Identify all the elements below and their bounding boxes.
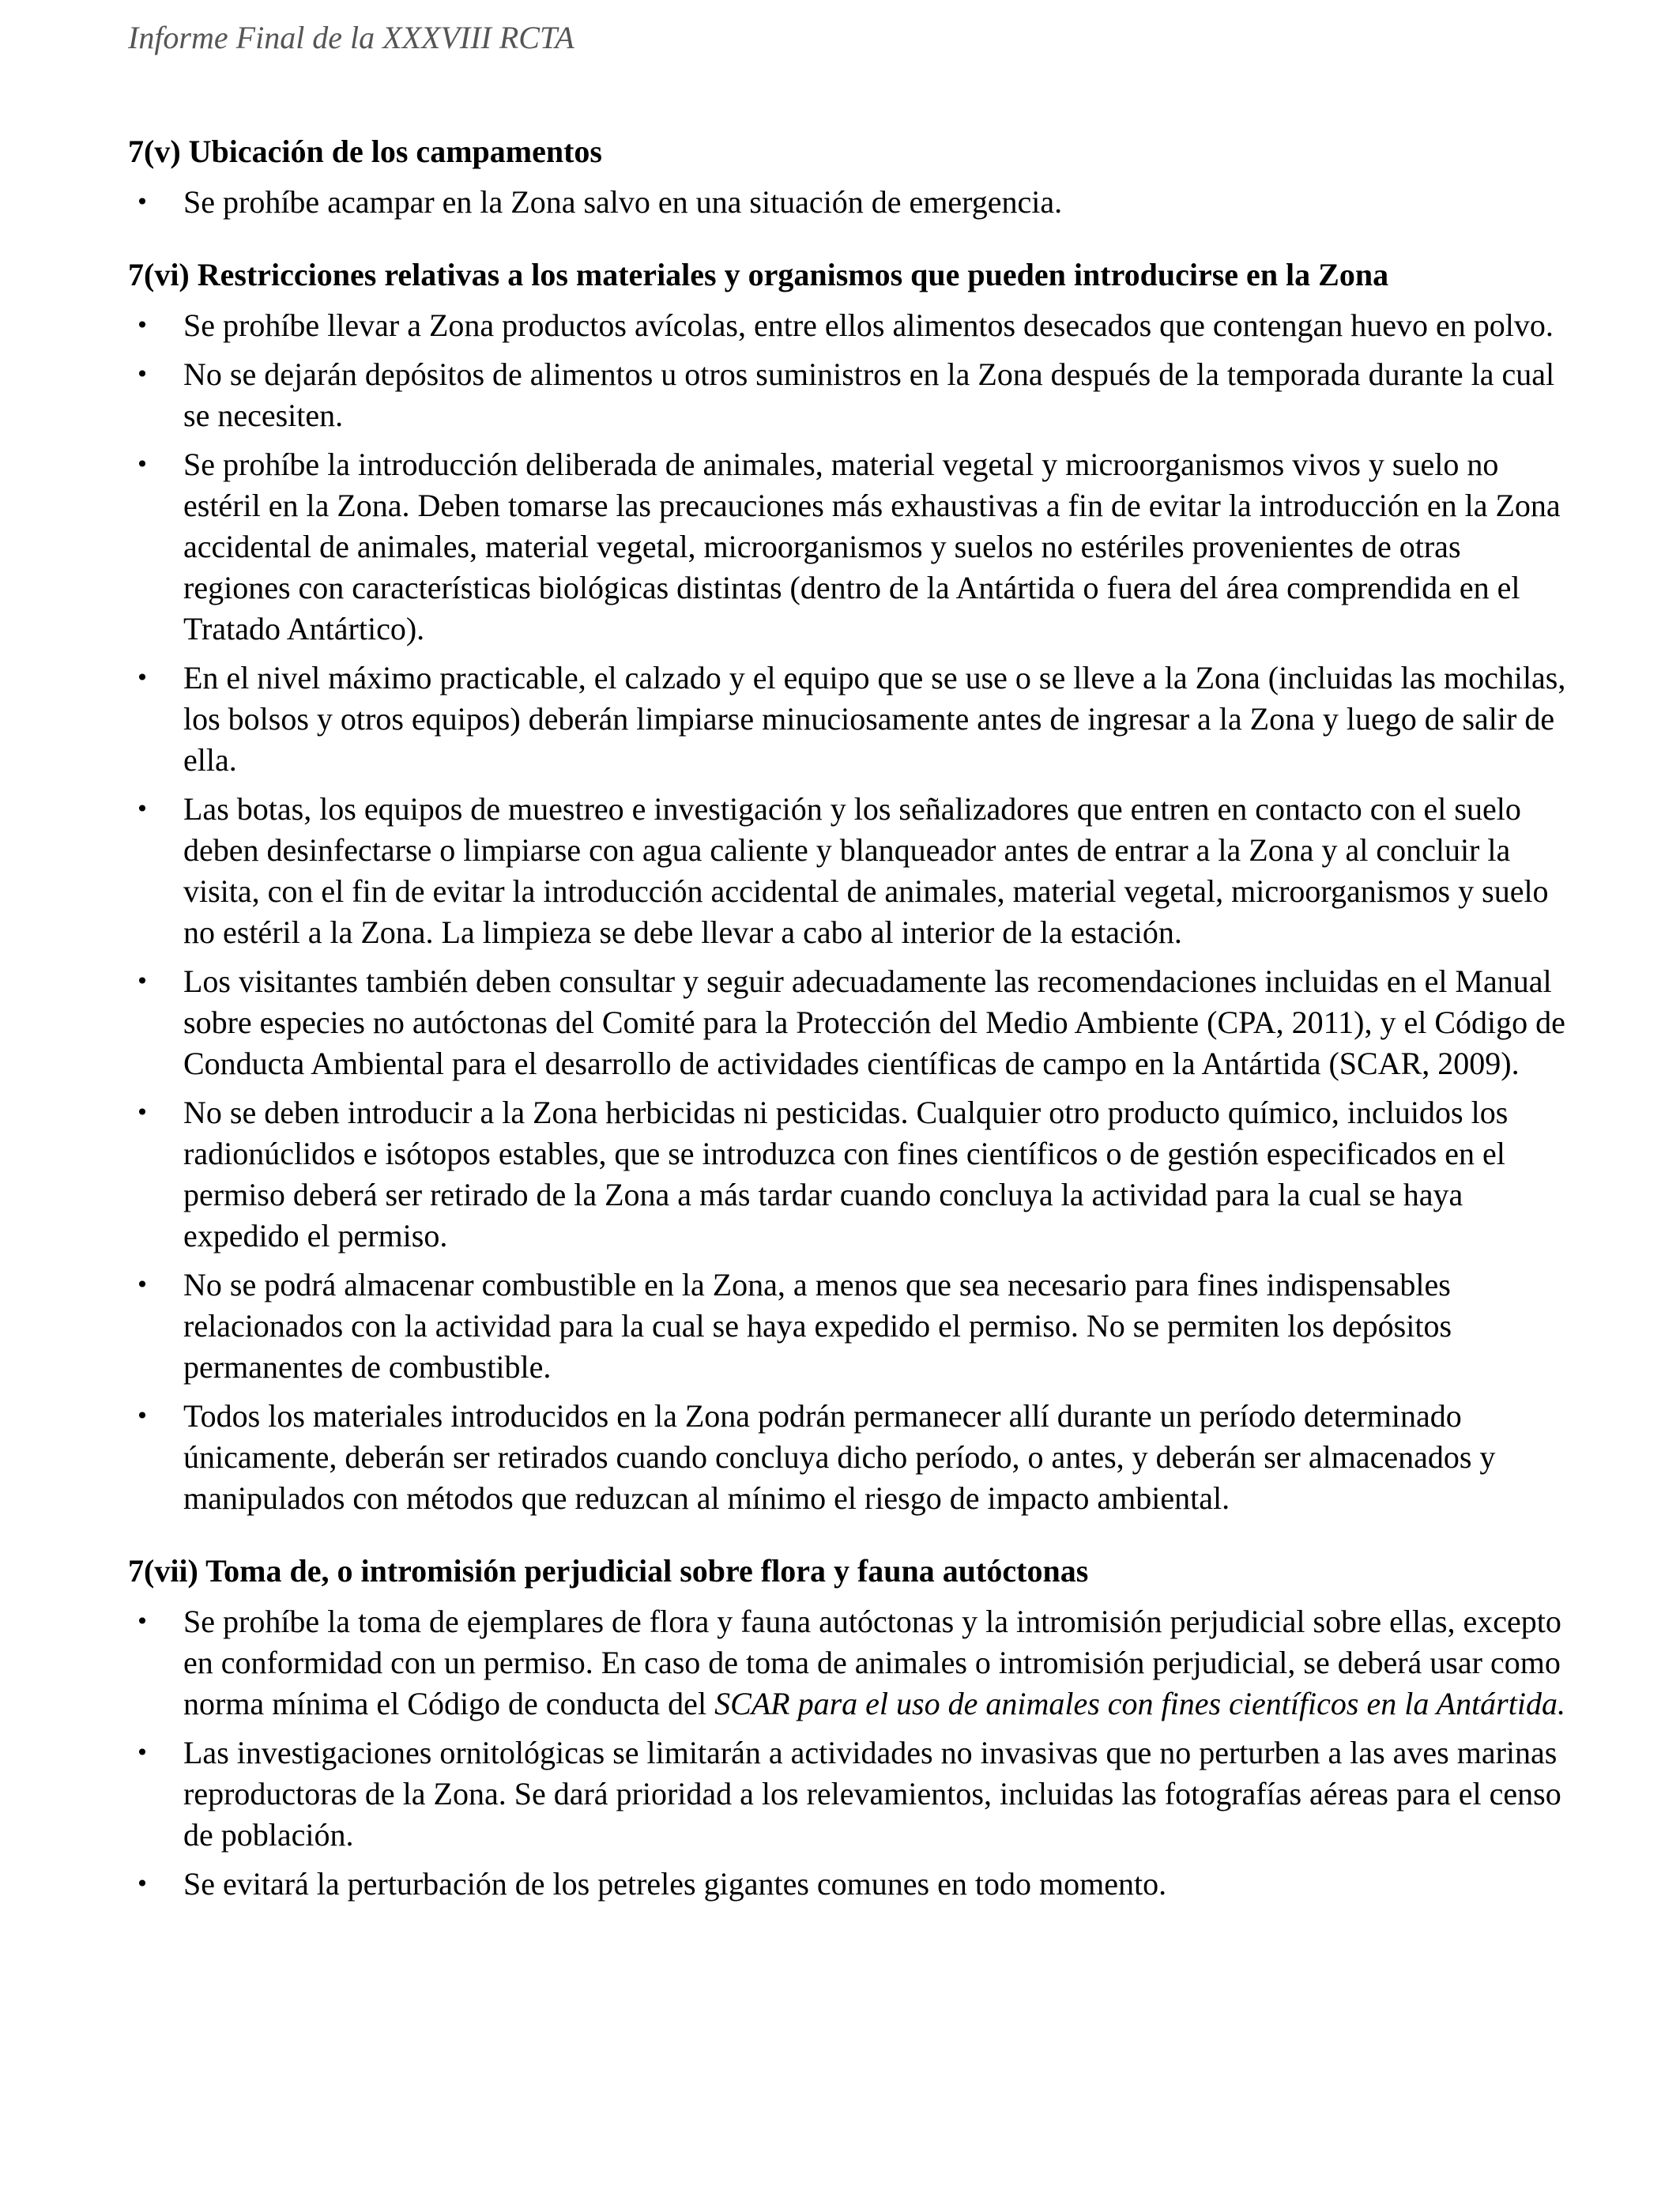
bullet-icon: •	[135, 451, 149, 477]
list-item	[128, 354, 1574, 436]
section-7vi	[128, 254, 1574, 1519]
bullet-list	[128, 182, 1574, 223]
list-item-text: Las investigaciones ornitológicas se limitarán a actividades no invasivas que no perturben a las aves marinas reproductoras de la Zona. Se dará prioridad a los relevamientos, incluidas las fotografías aéreas para el censo de población.	[183, 1735, 1561, 1853]
section-heading: 7(vi) Restricciones relativas a los materiales y organismos que pueden introducirse en la Zona	[128, 257, 1389, 292]
section-heading: 7(vii) Toma de, o intromisión perjudicial sobre flora y fauna autóctonas	[128, 1553, 1089, 1589]
bullet-icon: •	[135, 312, 149, 338]
section-heading: 7(v) Ubicación de los campamentos	[128, 134, 602, 169]
list-item	[128, 961, 1574, 1084]
bullet-icon: •	[135, 1608, 149, 1634]
section-7v	[128, 131, 1574, 223]
list-item-text: Las botas, los equipos de muestreo e investigación y los señalizadores que entren en contacto con el suelo deben desinfectarse o limpiarse con agua caliente y blanqueador antes de entrar a la Zona y al concluir la visita, con el fin de evitar la introducción accidental de animales, material vegetal, microorganismos y suelo no estéril a la Zona. La limpieza se debe llevar a cabo al interior de la estación.	[183, 791, 1549, 950]
list-item	[128, 444, 1574, 650]
list-item	[128, 1396, 1574, 1519]
bullet-icon: •	[135, 1099, 149, 1125]
bullet-list	[128, 1601, 1574, 1905]
list-item	[128, 1265, 1574, 1388]
list-item-text: En el nivel máximo practicable, el calzado y el equipo que se use o se lleve a la Zona (incluidas las mochilas, los bolsos y otros equipos) deberán limpiarse minuciosamente antes de ingresar a la Zona y luego de salir de ella.	[183, 660, 1566, 778]
list-item-text-plain: Se prohíbe la toma de ejemplares de flora y fauna autóctonas y la intromisión perjudicial sobre ellas, excepto en conformidad con un permiso. En caso de toma de animales o intromisión perjudicial, se deberá usar como norma mínima el Código de conducta del	[183, 1604, 1561, 1721]
list-item	[128, 1601, 1574, 1725]
running-header: Informe Final de la XXXVIII RCTA	[128, 20, 574, 55]
document-body	[128, 131, 1574, 1913]
list-item	[128, 305, 1574, 346]
list-item	[128, 1864, 1574, 1905]
bullet-icon: •	[135, 796, 149, 822]
list-item	[128, 182, 1574, 223]
list-item-text: Todos los materiales introducidos en la Zona podrán permanecer allí durante un período determinado únicamente, deberán ser retirados cuando concluya dicho período, o antes, y deberán ser almacenados y manipulados con métodos que reduzcan al mínimo el riesgo de impacto ambiental.	[183, 1398, 1496, 1516]
list-item	[128, 1732, 1574, 1856]
list-item-text	[183, 1604, 1565, 1721]
bullet-icon: •	[135, 361, 149, 387]
list-item-text: No se deben introducir a la Zona herbicidas ni pesticidas. Cualquier otro producto químico, incluidos los radionúclidos e isótopos estables, que se introduzca con fines científicos o de gestión especificados en el permiso deberá ser retirado de la Zona a más tardar cuando concluya la actividad para la cual se haya expedido el permiso.	[183, 1095, 1509, 1253]
list-item	[128, 658, 1574, 781]
list-item-text: Se prohíbe llevar a Zona productos avícolas, entre ellos alimentos desecados que contengan huevo en polvo.	[183, 307, 1554, 343]
bullet-icon: •	[135, 968, 149, 994]
bullet-icon: •	[135, 665, 149, 691]
bullet-icon: •	[135, 1272, 149, 1298]
list-item-text: Se evitará la perturbación de los petreles gigantes comunes en todo momento.	[183, 1866, 1167, 1902]
list-item-text: Los visitantes también deben consultar y seguir adecuadamente las recomendaciones incluidas en el Manual sobre especies no autóctonas del Comité para la Protección del Medio Ambiente (CPA, 2011), y el Código de Conducta Ambiental para el desarrollo de actividades científicas de campo en la Antártida (SCAR, 2009).	[183, 963, 1565, 1081]
list-item-text: Se prohíbe acampar en la Zona salvo en una situación de emergencia.	[183, 184, 1063, 220]
section-7vii	[128, 1551, 1574, 1905]
bullet-icon: •	[135, 1740, 149, 1766]
bullet-icon: •	[135, 1871, 149, 1897]
list-item	[128, 789, 1574, 953]
list-item-text: Se prohíbe la introducción deliberada de animales, material vegetal y microorganismos vivos y suelo no estéril en la Zona. Deben tomarse las precauciones más exhaustivas a fin de evitar la introducción en la Zona accidental de animales, material vegetal, microorganismos y suelos no estériles provenientes de otras regiones con características biológicas distintas (dentro de la Antártida o fuera del área comprendida en el Tratado Antártico).	[183, 447, 1561, 647]
list-item	[128, 1092, 1574, 1257]
list-item-text: No se podrá almacenar combustible en la Zona, a menos que sea necesario para fines indispensables relacionados con la actividad para la cual se haya expedido el permiso. No se permiten los depósitos permanentes de combustible.	[183, 1267, 1452, 1385]
list-item-text: No se dejarán depósitos de alimentos u otros suministros en la Zona después de la temporada durante la cual se necesiten.	[183, 356, 1555, 433]
bullet-icon: •	[135, 1403, 149, 1429]
bullet-icon: •	[135, 189, 149, 215]
list-item-text-italic: SCAR para el uso de animales con fines científicos en la Antártida.	[714, 1686, 1565, 1721]
bullet-list	[128, 305, 1574, 1519]
